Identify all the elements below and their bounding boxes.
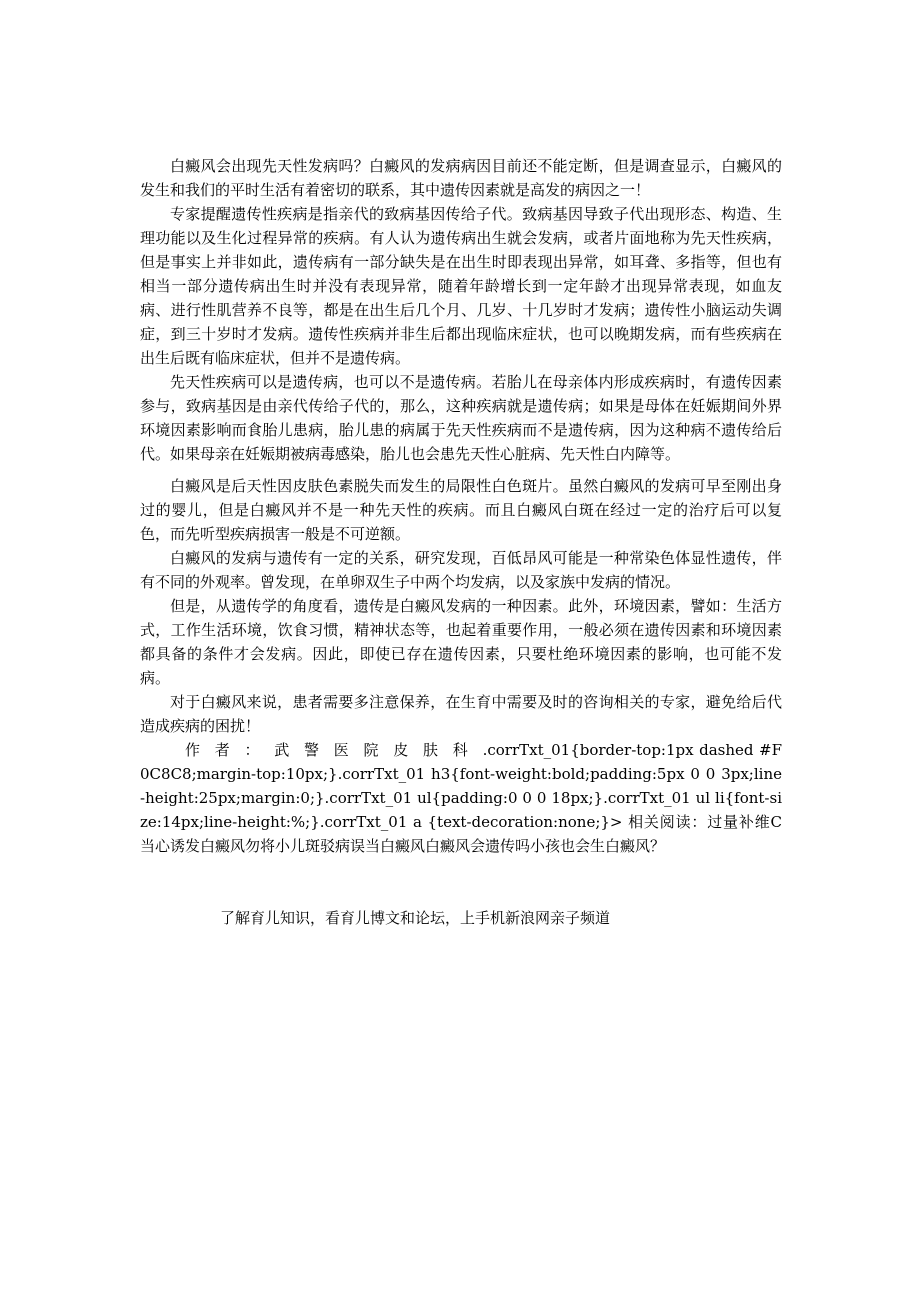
paragraph-intro: 白癜风会出现先天性发病吗？白癜风的发病病因目前还不能定断，但是调查显示，白癜风的发生和我们的平时生活有着密切的联系，其中遗传因素就是高发的病因之一！ (140, 157, 782, 199)
paragraph-acquired-vitiligo: 白癜风是后天性因皮肤色素脱失而发生的局限性白色斑片。虽然白癜风的发病可早至刚出身过的婴儿，但是白癜风并不是一种先天性的疾病。而且白癜风白斑在经过一定的治疗后可以复色，而先听型疾病损害一般是不可逆额。 (140, 477, 782, 543)
paragraph-genetic-disease: 专家提醒遗传性疾病是指亲代的致病基因传给子代。致病基因导致子代出现形态、构造、生理功能以及生化过程异常的疾病。有人认为遗传病出生就会发病，或者片面地称为先天性疾病，但是事实上并非如此，遗传病有一部分缺失是在出生时即表现出异常，如耳聋、多指等，但也有相当一部分遗传病出生时并没有表现异常，随着年龄增长到一定年龄才出现异常表现，如血友病、进行性肌营养不良等，都是在出生后几个月、几岁、十几岁时才发病；遗传性小脑运动失调症，到三十岁时才发病。遗传性疾病并非生后都出现临床症状，也可以晚期发病，而有些疾病在出生后既有临床症状，但并不是遗传病。 (140, 205, 782, 367)
paragraph-congenital-disease: 先天性疾病可以是遗传病，也可以不是遗传病。若胎儿在母亲体内形成疾病时，有遗传因素参与，致病基因是由亲代传给子代的，那么，这种疾病就是遗传病；如果是母体在妊娠期间外界环境因素影响而食胎儿患病，胎儿患的病属于先天性疾病而不是遗传病，因为这种病不遗传给后代。如果母亲在妊娠期被病毒感染，胎儿也会患先天性心脏病、先天性白内障等。 (140, 373, 782, 463)
article-body (140, 154, 782, 858)
paragraph-advice: 对于白癜风来说，患者需要多注意保养，在生育中需要及时的咨询相关的专家，避免给后代造成疾病的困扰！ (140, 693, 782, 735)
leaked-css-text: .corrTxt_01{border-top:1px dashed #F0C8C8;margin-top:10px;}.corrTxt_01 h3{font-weight:bold;padding:5px 0 0 3px;line-height:25px;margin:0;}.corrTxt_01 ul{padding:0 0 0 18px;}.corrTxt_01 ul li{font-size:14px;line-height:%;}.corrTxt_01 a {text-decoration:none;}> (140, 741, 782, 831)
related-reading[interactable]: 相关阅读：过量补维C当心诱发白癜风勿将小儿斑驳病误当白癜风白癜风会遗传吗小孩也会生白癜风？ (140, 813, 783, 855)
paragraph-heredity-relation: 白癜风的发病与遗传有一定的关系，研究发现，百低昂风可能是一种常染色体显性遗传，伴有不同的外观率。曾发现，在单卵双生子中两个均发病，以及家族中发病的情况。 (140, 549, 782, 591)
author-label: 作者：武警医院皮肤科 (185, 741, 483, 759)
footer-promo-text[interactable]: 了解育儿知识，看育儿博文和论坛，上手机新浪网亲子频道 (220, 909, 611, 927)
author-and-related-block (140, 738, 782, 858)
paragraph-environment-factors: 但是，从遗传学的角度看，遗传是白癜风发病的一种因素。此外，环境因素，譬如：生活方式，工作生活环境，饮食习惯，精神状态等，也起着重要作用，一般必须在遗传因素和环境因素都具备的条件才会发病。因此，即使已存在遗传因素，只要杜绝环境因素的影响，也可能不发病。 (140, 597, 782, 687)
